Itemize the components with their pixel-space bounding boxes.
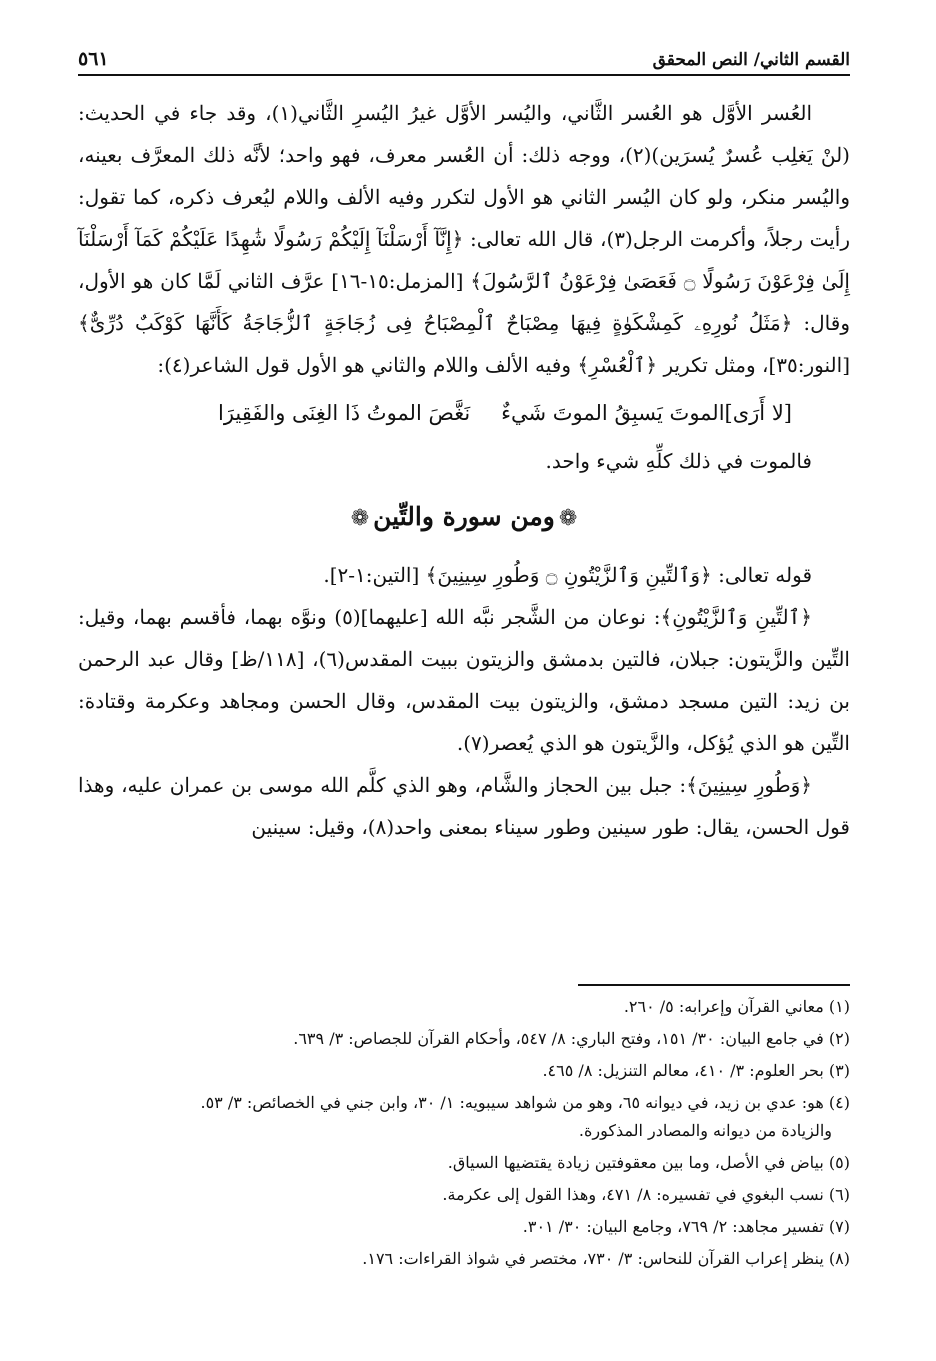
paragraph-after-verse: فالموت في ذلك كلِّهِ شيء واحد.	[545, 449, 812, 473]
footnote-5: (٥) بياض في الأصل، وما بين معقوفتين زيادة يقتضيها السياق.	[447, 1153, 850, 1172]
verse-first-hemistich: [لا أَرَى]الموتَ يَسبِقُ الموتَ شَيءٌ	[501, 401, 792, 425]
section-title: القسم الثاني/ النص المحقق	[652, 50, 850, 70]
surah-heading-text: ومن سورة والتِّين	[373, 502, 555, 531]
page-number: ٥٦١	[78, 48, 109, 70]
footnotes	[78, 984, 850, 1278]
footnote-2: (٢) في جامع البيان: ٣٠/ ١٥١، وفتح الباري: ٨/ ٥٤٧، وأحكام القرآن للجصاص: ٣/ ٦٣٩.	[293, 1029, 850, 1048]
ornament-right-icon: ❁	[558, 506, 578, 531]
footnote-divider	[578, 984, 850, 986]
surah-heading	[78, 496, 850, 540]
footnote-3: (٣) بحر العلوم: ٣/ ٤١٠، معالم التنزيل: ٨/ ٤٦٥.	[542, 1061, 850, 1080]
footnote-8: (٨) ينظر إعراب القرآن للنحاس: ٣/ ٧٣٠، مختصر في شواذ القراءات: ١٧٦.	[362, 1249, 850, 1268]
footnote-4-continuation: والزيادة من ديوانه والمصادر المذكورة.	[578, 1121, 832, 1140]
ornament-left-icon: ❁	[350, 506, 370, 531]
poetry-verse	[78, 392, 850, 434]
footnote-6: (٦) نسب البغوي في تفسيره: ٨/ ٤٧١، وهذا القول إلى عكرمة.	[442, 1185, 850, 1204]
footnote-4: (٤) هو: عدي بن زيد، في ديوانه ٦٥، وهو من شواهد سيبويه: ١/ ٣٠، وابن جني في الخصائص: ٣/ ٥٣.	[200, 1093, 850, 1112]
paragraph-2: قوله تعالى: ﴿وَٱلتِّينِ وَٱلزَّيْتُونِ ۝ وَطُورِ سِينِينَ﴾ [التين:١-٢].	[323, 563, 812, 587]
paragraph-1: العُسر الأوَّل هو العُسر الثَّاني، واليُسر الأوَّل غيرُ اليُسرِ الثَّاني(١)، وقد جاء في الحديث: (لنْ يَغلِب عُسرٌ يُسرَين)(٢)، ووجه ذلك: أن العُسر معرف، فهو واحد؛ لأنَّه ذلك المعرَّف بعينه، واليُسر منكر، ولو كان اليُسر الثاني هو الأول لتكرر وفيه الألف واللام ليُعرف ذكره، كما تقول: رأيت رجلاً، وأكرمت الرجل(٣)، قال الله تعالى: ﴿إِنَّآ أَرْسَلْنَآ إِلَيْكُمْ رَسُولًا شَٰهِدًا عَلَيْكُمْ كَمَآ أَرْسَلْنَآ إِلَىٰ فِرْعَوْنَ رَسُولًا ۝ فَعَصَىٰ فِرْعَوْنُ ٱلرَّسُولَ﴾ [المزمل:١٥-١٦] عرَّف الثاني لَمَّا كان هو الأول، وقال: ﴿مَثَلُ نُورِهِۦ كَمِشْكَوٰةٍ فِيهَا مِصْبَاحٌ ٱلْمِصْبَاحُ فِى زُجَاجَةٍ ٱلزُّجَاجَةُ كَأَنَّهَا كَوْكَبٌ دُرِّىٌّ﴾ [النور:٣٥]، ومثل تكرير ﴿ٱلْعُسْرِ﴾ وفيه الألف واللام والثاني هو الأول قول الشاعر(٤):	[78, 101, 850, 377]
verse-second-hemistich: نَغَّصَ الموتُ ذَا الغِنَى والفَقِيرَا	[218, 401, 471, 425]
footnote-7: (٧) تفسير مجاهد: ٢/ ٧٦٩، وجامع البيان: ٣٠/ ٣٠١.	[522, 1217, 850, 1236]
paragraph-4: ﴿وَطُورِ سِينِينَ﴾: جبل بين الحجاز والشَّام، وهو الذي كلَّم الله موسى بن عمران عليه، وهذا قول الحسن، يقال: طور سينين وطور سيناء بمعنى واحد(٨)، وقيل: سينين	[78, 773, 850, 839]
main-text	[78, 92, 850, 848]
footnote-1: (١) معاني القرآن وإعرابه: ٥/ ٢٦٠.	[623, 997, 850, 1016]
running-header	[78, 40, 850, 76]
paragraph-3: ﴿ٱلتِّينِ وَٱلزَّيْتُونِ﴾: نوعان من الشَّجر نبَّه الله [عليهما](٥) ونوَّه بهما، فأقسم بهما، وقيل: التِّين والزَّيتون: جبلان، فالتين بدمشق والزيتون ببيت المقدس(٦)، [١١٨/ظ] وقال عبد الرحمن بن زيد: التين مسجد دمشق، والزيتون بيت المقدس، وقال الحسن ومجاهد وعكرمة وقتادة: التِّين هو الذي يُؤكل، والزَّيتون هو الذي يُعصر(٧).	[78, 605, 850, 755]
